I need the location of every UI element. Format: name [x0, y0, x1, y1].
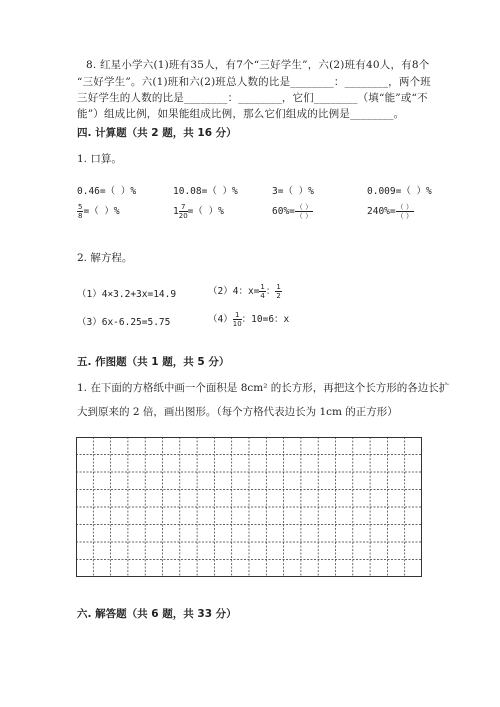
fraction-1-2: $\frac{1}{2}$ — [276, 283, 281, 300]
equation-3: （3）6x-6.25=5.75 — [77, 317, 171, 328]
q5-line-2: 大到原来的 2 倍，画出图形。（每个方格代表边长为 1cm 的正方形） — [77, 406, 398, 418]
section-4-title: 四. 计算题（共 2 题，共 16 分） — [77, 127, 237, 139]
calc-3: 3=（ ）% — [272, 186, 314, 197]
q1-title: 1. 口算。 — [77, 153, 122, 165]
q8-line-1: 8. 红星小学六(1)班有35人，有7个“三好学生”，六(2)班有40人，有8个 — [86, 59, 430, 71]
blank-fraction-7: $\frac{( )}{( )}$ — [295, 203, 313, 220]
grid-lines — [76, 437, 422, 577]
fraction-1-4: $\frac{1}{4}$ — [260, 283, 265, 300]
section-5-title: 五. 作图题（共 1 题，共 5 分） — [77, 356, 230, 368]
q8-line-4: 能”）组成比例，如果能组成比例，那么它们组成的比例是________。 — [77, 108, 405, 120]
q5-line-1: 1. 在下面的方格纸中画一个面积是 8cm² 的长方形，再把这个长方形的各边长扩 — [77, 382, 450, 394]
calc-4: 0.009=（ ）% — [367, 186, 432, 197]
calc-5: $\frac{5}{8}$ =（ ）% — [78, 203, 120, 220]
grid-paper[interactable] — [76, 437, 422, 577]
q2-title: 2. 解方程。 — [77, 252, 133, 264]
calc-2: 10.08=（ ）% — [173, 186, 238, 197]
q8-line-2: “三好学生”。六(1)班和六(2)班总人数的比是________：________，两个班 — [77, 76, 431, 88]
calc-6: 1 $\frac{7}{20}$ =（ ）% — [173, 203, 224, 220]
calc-8: 240%= $\frac{( )}{( )}$ — [367, 203, 413, 220]
q8-line-3: 三好学生的人数的比是________：________，它们________（填“能”或“不 — [77, 92, 428, 104]
equation-2: （2）4：x= $\frac{1}{4}$ ： $\frac{1}{2}$ — [208, 283, 281, 300]
blank-fraction-8: $\frac{( )}{( )}$ — [396, 203, 413, 220]
fraction-5-8: $\frac{5}{8}$ — [78, 203, 83, 220]
calc-1: 0.46=（ ）% — [77, 186, 137, 197]
fraction-1-10: $\frac{1}{10}$ — [232, 311, 242, 328]
equation-4: （4） $\frac{1}{10}$ ：10=6：x — [208, 311, 290, 328]
section-6-title: 六. 解答题（共 6 题，共 33 分） — [77, 608, 237, 620]
calc-7: 60%= $\frac{( )}{( )}$ — [272, 203, 313, 220]
fraction-7-20: $\frac{7}{20}$ — [178, 203, 188, 220]
equation-1: （1）4×3.2+3x=14.9 — [77, 289, 177, 300]
